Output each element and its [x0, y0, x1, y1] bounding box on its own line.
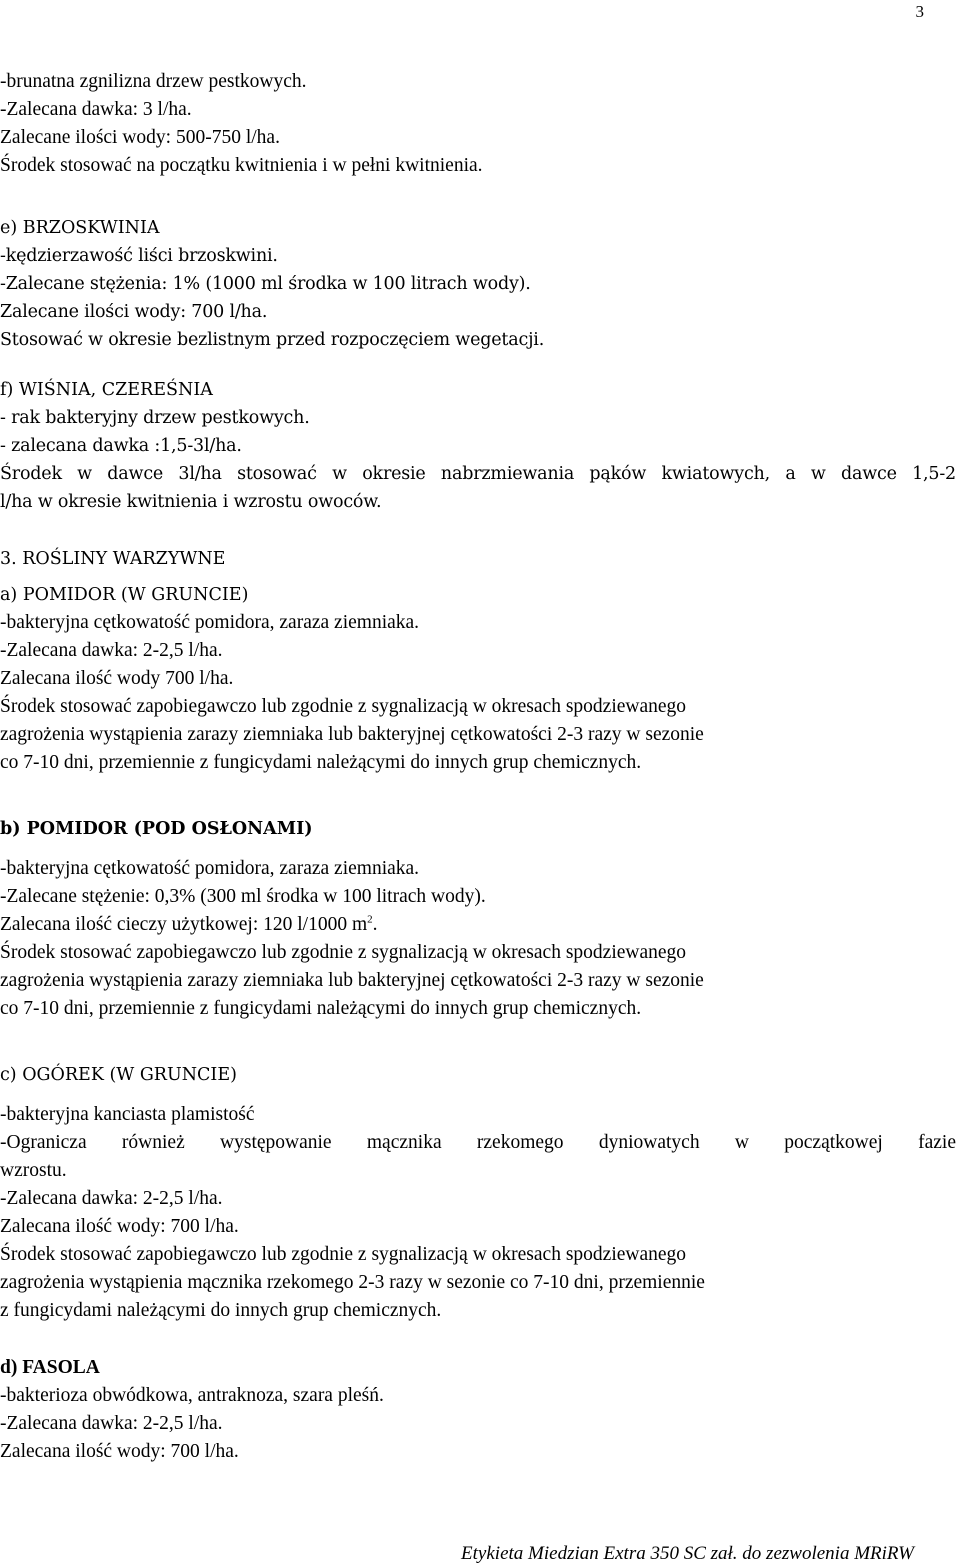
section-heading: a) POMIDOR (W GRUNCIE) — [0, 585, 249, 605]
text-line: Środek w dawce 3l/ha stosować w okresie nabrzmiewania pąków kwiatowych, a w dawce 1,5-2 — [0, 464, 956, 484]
text-line: Środek stosować zapobiegawczo lub zgodnie z sygnalizacją w okresach spodziewanego — [0, 696, 687, 717]
text-line: Stosować w okresie bezlistnym przed rozpoczęciem wegetacji. — [0, 330, 545, 350]
text-line: -Zalecana dawka: 2-2,5 l/ha. — [0, 640, 223, 661]
text-line: -kędzierzawość liści brzoskwini. — [0, 246, 278, 266]
section-intro — [0, 68, 956, 180]
text-line: wzrostu. — [0, 1160, 67, 1181]
text-line: -bakteryjna cętkowatość pomidora, zaraza ziemniaka. — [0, 858, 420, 879]
section-pomidor-oslony — [0, 815, 956, 1023]
section-heading: d) FASOLA — [0, 1357, 100, 1378]
text-line: l/ha w okresie kwitnienia i wzrostu owoców. — [0, 492, 382, 512]
document-body — [0, 68, 956, 1466]
section-heading: f) WIŚNIA, CZEREŚNIA — [0, 380, 213, 400]
text-span: . — [372, 914, 378, 935]
text-line: -bakteryjna kanciasta plamistość — [0, 1104, 255, 1125]
text-line: Środek stosować zapobiegawczo lub zgodnie z sygnalizacją w okresach spodziewanego — [0, 942, 687, 963]
text-span: Zalecana ilość cieczy użytkowej: 120 l/1000 m — [0, 914, 368, 935]
text-line: co 7-10 dni, przemiennie z fungicydami należącymi do innych grup chemicznych. — [0, 752, 642, 773]
section-heading: c) OGÓREK (W GRUNCIE) — [0, 1065, 237, 1085]
section-ogorek — [0, 1061, 956, 1325]
superscript: 2 — [367, 913, 373, 926]
text-line: Środek stosować na początku kwitnienia i w pełni kwitnienia. — [0, 155, 483, 176]
text-line: -Zalecana dawka: 2-2,5 l/ha. — [0, 1413, 223, 1434]
text-line: Zalecane ilości wody: 700 l/ha. — [0, 302, 268, 322]
text-line — [0, 911, 956, 939]
text-line: -Zalecane stężenia: 1% (1000 ml środka w 100 litrach wody). — [0, 274, 531, 294]
text-line: zagrożenia wystąpienia mącznika rzekomego 2-3 razy w sezonie co 7-10 dni, przemiennie — [0, 1272, 705, 1293]
section-brzoskwinia — [0, 214, 956, 354]
text-line: -bakteryjna cętkowatość pomidora, zaraza ziemniaka. — [0, 612, 420, 633]
text-line: Zalecana ilość wody: 700 l/ha. — [0, 1441, 239, 1462]
text-line: Zalecana ilość wody: 700 l/ha. — [0, 1216, 239, 1237]
chapter-heading: 3. ROŚLINY WARZYWNE — [0, 549, 226, 569]
text-line: z fungicydami należącymi do innych grup chemicznych. — [0, 1300, 442, 1321]
document-footer: Etykieta Miedzian Extra 350 SC zał. do zezwolenia MRiRW — [461, 1543, 914, 1564]
section-heading: b) POMIDOR (POD OSŁONAMI) — [0, 819, 313, 839]
text-line: co 7-10 dni, przemiennie z fungicydami należącymi do innych grup chemicznych. — [0, 998, 642, 1019]
text-line: zagrożenia wystąpienia zarazy ziemniaka lub bakteryjnej cętkowatości 2-3 razy w sezonie — [0, 970, 704, 991]
text-line: - zalecana dawka :1,5-3l/ha. — [0, 436, 242, 456]
text-line: -Zalecane stężenie: 0,3% (300 ml środka w 100 litrach wody). — [0, 886, 486, 907]
section-heading: e) BRZOSKWINIA — [0, 218, 160, 238]
text-line: -Ogranicza również występowanie mącznika rzekomego dyniowatych w początkowej fazie — [0, 1132, 956, 1153]
text-line: - rak bakteryjny drzew pestkowych. — [0, 408, 310, 428]
section-pomidor-grunt — [0, 581, 956, 777]
text-line: -brunatna zgnilizna drzew pestkowych. — [0, 71, 307, 92]
text-line: -Zalecana dawka: 2-2,5 l/ha. — [0, 1188, 223, 1209]
text-line: zagrożenia wystąpienia zarazy ziemniaka lub bakteryjnej cętkowatości 2-3 razy w sezonie — [0, 724, 704, 745]
text-line: Środek stosować zapobiegawczo lub zgodnie z sygnalizacją w okresach spodziewanego — [0, 1244, 687, 1265]
section-fasola — [0, 1354, 956, 1466]
text-line: -Zalecana dawka: 3 l/ha. — [0, 99, 192, 120]
section-wisnia-czeresnia — [0, 376, 956, 516]
page-number: 3 — [915, 2, 924, 21]
text-line: Zalecane ilości wody: 500-750 l/ha. — [0, 127, 280, 148]
text-line: Zalecana ilość wody 700 l/ha. — [0, 668, 234, 689]
text-line: -bakterioza obwódkowa, antraknoza, szara pleśń. — [0, 1385, 384, 1406]
